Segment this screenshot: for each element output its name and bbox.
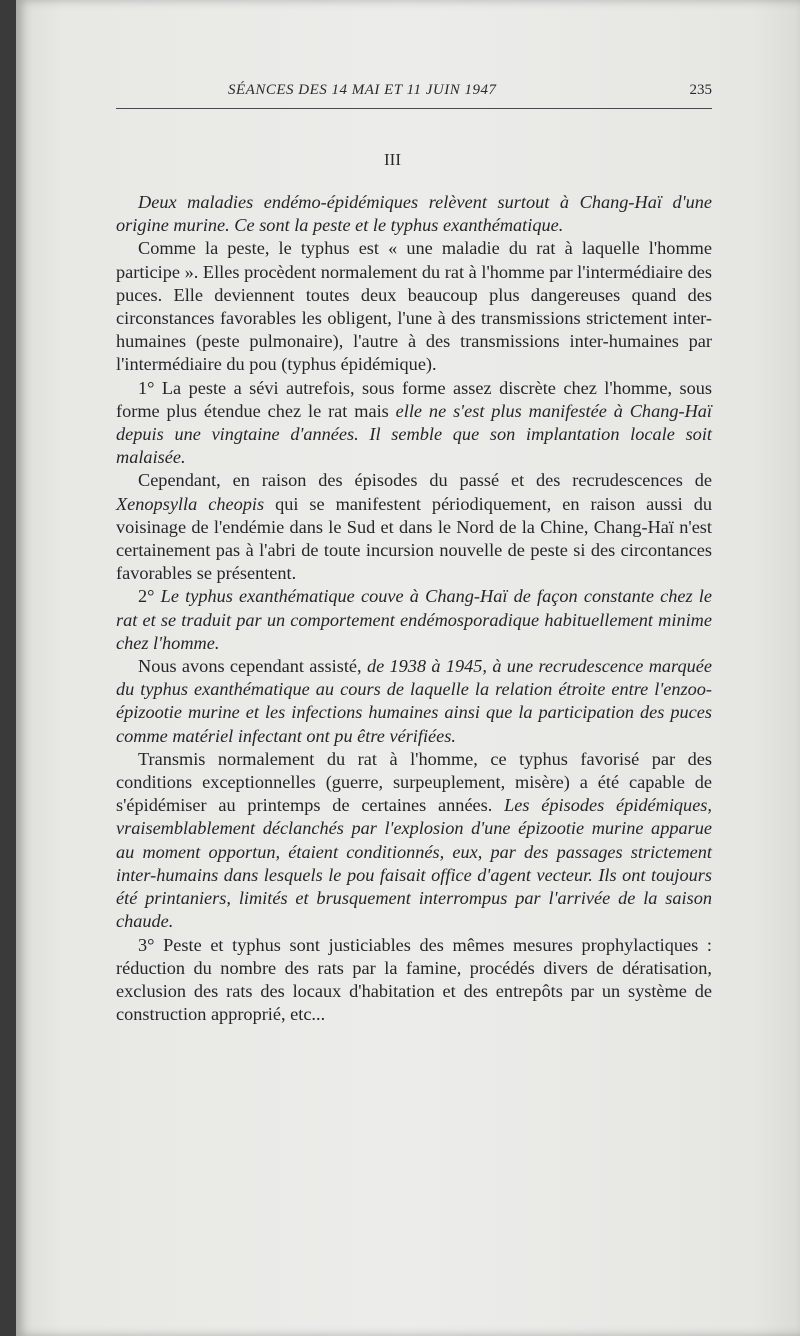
paragraph-transmission-italic: Les épisodes épidémiques, vraisemblablement déclanchés par l'explosion d'une épizootie murine apparue au moment opportun, étaient conditionnés, eux, par des passages strictement inter-humains dans lesquels le pou faisait office d'agent vecteur. Ils ont toujours été printaniers, limités et brusquement interrompus par l'arrivée de la saison chaude. (116, 795, 712, 932)
page-header (116, 52, 712, 108)
header-rule (116, 108, 712, 109)
paragraph-transmission-roman: Transmis normalement du rat à l'homme, ce typhus favorisé par des conditions exceptionnelles (guerre, surpeuplement, misère) a été capable de s'épidémiser au printemps de certaines années. (116, 748, 712, 816)
species-name: Xenopsylla cheopis (116, 493, 265, 514)
paragraph-typhus-italic: Le typhus exanthématique couve à Chang-Haï de façon constante chez le rat et se traduit par un comportement endémosporadique habituellement minime chez l'homme. (116, 586, 712, 653)
paragraph-peste-italic: elle ne s'est plus manifestée à Chang-Haï depuis une vingtaine d'années. Il semble que son implantation locale soit malaisée. (116, 400, 712, 468)
paragraph-typhus-number: 2° (138, 586, 161, 607)
page-number: 235 (689, 82, 712, 98)
body-text (116, 191, 712, 1026)
paragraph-comparison: Comme la peste, le typhus est « une maladie du rat à laquelle l'homme participe ». Elles procèdent normalement du rat à l'homme par l'intermédiaire des puces. Elle deviennent toutes deux beaucoup plus dangereuses quand des circonstances favorables les obligent, l'une à des transmissions strictement inter-humaines (peste pulmonaire), l'autre à des transmissions inter-humaines par l'intermédiaire du pou (typhus épidémique). (116, 238, 712, 375)
paragraph-1938-1945-italic: de 1938 à 1945, à une recrudescence marquée du typhus exanthématique au cours de laquelle la relation étroite entre l'enzoo-épizootie murine et les infections humaines ainsi que la participation des puces comme matériel infectant ont pu être vérifiées. (116, 656, 712, 746)
paragraph-transmission (116, 748, 712, 934)
paragraph-recrudescences-end: qui se manifestent périodiquement, en raison aussi du voisinage de l'endémie dans le Sud et dans le Nord de la Chine, Chang-Haï n'est certainement pas à l'abri de toute incursion nouvelle de peste si des circontances favorables se présentent. (116, 493, 712, 584)
paragraph-typhus (116, 585, 712, 655)
running-head: SÉANCES DES 14 MAI ET 11 JUIN 1947 (228, 82, 497, 98)
paragraph-1938-1945 (116, 655, 712, 748)
paragraph-prophylaxis: 3° Peste et typhus sont justiciables des mêmes mesures prophylactiques : réduction du nombre des rats par la famine, procédés divers de dératisation, exclusion des rats des locaux d'habitation et des entrepôts par un système de construction approprié, etc... (116, 934, 712, 1025)
section-number: III (384, 150, 401, 169)
paragraph-intro: Deux maladies endémo-épidémiques relèvent surtout à Chang-Haï d'une origine murine. Ce sont la peste et le typhus exanthématique. (116, 192, 712, 236)
paragraph-recrudescences-start: Cependant, en raison des épisodes du passé et des recrudescences de (138, 470, 712, 491)
paragraph-recrudescences (116, 469, 712, 585)
paragraph-peste-roman: 1° La peste a sévi autrefois, sous forme assez discrète chez l'homme, sous forme plus étendue chez le rat mais (116, 377, 712, 421)
paragraph-peste (116, 377, 712, 470)
paragraph-1938-1945-roman: Nous avons cependant assisté, (138, 656, 367, 677)
